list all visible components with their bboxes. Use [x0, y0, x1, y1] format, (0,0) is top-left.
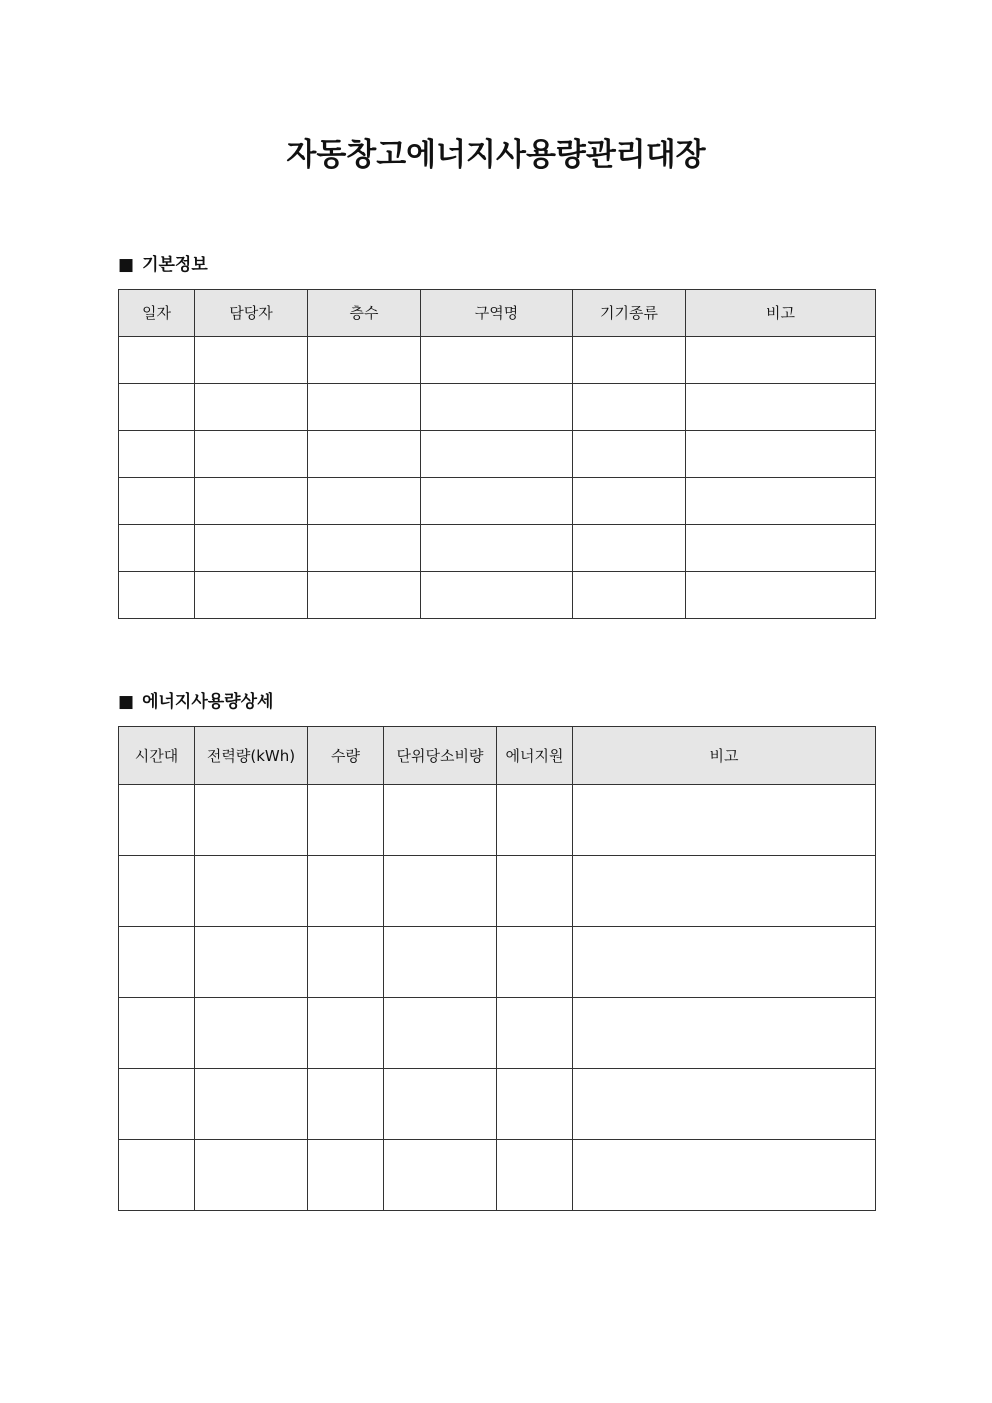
energy-detail-table-body — [119, 785, 876, 1211]
table-row — [119, 525, 876, 572]
table-cell[interactable] — [384, 1069, 497, 1140]
table-row — [119, 927, 876, 998]
table-cell[interactable] — [421, 525, 573, 572]
table-cell[interactable] — [686, 525, 876, 572]
column-header-device-type: 기기종류 — [573, 290, 686, 337]
column-header-time-slot: 시간대 — [119, 727, 195, 785]
table-cell[interactable] — [195, 478, 308, 525]
table-row — [119, 785, 876, 856]
table-cell[interactable] — [119, 384, 195, 431]
section-heading-label: 기본정보 — [142, 255, 208, 275]
table-cell[interactable] — [686, 431, 876, 478]
table-cell[interactable] — [573, 337, 686, 384]
table-cell[interactable] — [573, 478, 686, 525]
table-cell[interactable] — [384, 998, 497, 1069]
column-header-energy-source: 에너지원 — [497, 727, 573, 785]
column-header-floor: 층수 — [308, 290, 421, 337]
table-row — [119, 337, 876, 384]
table-cell[interactable] — [686, 478, 876, 525]
table-row — [119, 1140, 876, 1211]
column-header-unit-consumption: 단위당소비량 — [384, 727, 497, 785]
table-cell[interactable] — [308, 927, 384, 998]
table-cell[interactable] — [573, 431, 686, 478]
table-cell[interactable] — [421, 478, 573, 525]
table-cell[interactable] — [497, 998, 573, 1069]
table-cell[interactable] — [119, 998, 195, 1069]
table-cell[interactable] — [119, 431, 195, 478]
table-cell[interactable] — [308, 1140, 384, 1211]
table-cell[interactable] — [195, 384, 308, 431]
table-cell[interactable] — [573, 384, 686, 431]
square-bullet-icon: ■ — [118, 255, 135, 275]
table-cell[interactable] — [195, 998, 308, 1069]
table-cell[interactable] — [573, 927, 876, 998]
square-bullet-icon: ■ — [118, 692, 135, 712]
table-cell[interactable] — [573, 856, 876, 927]
table-cell[interactable] — [195, 525, 308, 572]
table-cell[interactable] — [195, 337, 308, 384]
table-header-row — [119, 290, 876, 337]
table-cell[interactable] — [119, 1140, 195, 1211]
table-cell[interactable] — [308, 431, 421, 478]
table-cell[interactable] — [573, 525, 686, 572]
table-cell[interactable] — [308, 998, 384, 1069]
table-cell[interactable] — [421, 572, 573, 619]
table-cell[interactable] — [195, 1140, 308, 1211]
column-header-power-kwh: 전력량(kWh) — [195, 727, 308, 785]
table-cell[interactable] — [119, 785, 195, 856]
table-row — [119, 572, 876, 619]
table-cell[interactable] — [119, 337, 195, 384]
table-cell[interactable] — [119, 856, 195, 927]
table-row — [119, 478, 876, 525]
table-cell[interactable] — [384, 785, 497, 856]
table-cell[interactable] — [686, 337, 876, 384]
column-header-quantity: 수량 — [308, 727, 384, 785]
table-cell[interactable] — [308, 384, 421, 431]
table-cell[interactable] — [497, 1069, 573, 1140]
table-row — [119, 998, 876, 1069]
table-cell[interactable] — [308, 525, 421, 572]
table-cell[interactable] — [308, 572, 421, 619]
table-cell[interactable] — [421, 337, 573, 384]
table-cell[interactable] — [497, 1140, 573, 1211]
section-heading-label: 에너지사용량상세 — [142, 692, 274, 712]
table-cell[interactable] — [195, 1069, 308, 1140]
column-header-manager: 담당자 — [195, 290, 308, 337]
table-cell[interactable] — [195, 856, 308, 927]
column-header-date: 일자 — [119, 290, 195, 337]
table-cell[interactable] — [573, 1140, 876, 1211]
table-cell[interactable] — [308, 337, 421, 384]
table-row — [119, 856, 876, 927]
table-cell[interactable] — [308, 478, 421, 525]
section-heading-energy-detail — [118, 689, 273, 715]
table-cell[interactable] — [119, 572, 195, 619]
table-cell[interactable] — [308, 1069, 384, 1140]
table-cell[interactable] — [421, 384, 573, 431]
table-cell[interactable] — [686, 384, 876, 431]
table-cell[interactable] — [573, 1069, 876, 1140]
table-header-row — [119, 727, 876, 785]
table-cell[interactable] — [497, 927, 573, 998]
table-cell[interactable] — [308, 785, 384, 856]
table-cell[interactable] — [195, 572, 308, 619]
table-cell[interactable] — [497, 856, 573, 927]
table-cell[interactable] — [384, 1140, 497, 1211]
table-row — [119, 431, 876, 478]
table-cell[interactable] — [195, 785, 308, 856]
table-cell[interactable] — [308, 856, 384, 927]
table-cell[interactable] — [573, 998, 876, 1069]
table-cell[interactable] — [573, 785, 876, 856]
table-cell[interactable] — [119, 927, 195, 998]
table-row — [119, 1069, 876, 1140]
section-heading-basic-info — [118, 252, 208, 278]
table-cell[interactable] — [195, 431, 308, 478]
table-cell[interactable] — [384, 927, 497, 998]
table-cell[interactable] — [421, 431, 573, 478]
energy-detail-table — [118, 726, 876, 1211]
column-header-remarks: 비고 — [573, 727, 876, 785]
document-title: 자동창고에너지사용량관리대장 — [286, 137, 706, 173]
table-cell[interactable] — [119, 478, 195, 525]
table-cell[interactable] — [384, 856, 497, 927]
table-row — [119, 384, 876, 431]
column-header-zone-name: 구역명 — [421, 290, 573, 337]
table-cell[interactable] — [119, 1069, 195, 1140]
basic-info-table — [118, 289, 876, 619]
table-cell[interactable] — [573, 572, 686, 619]
table-cell[interactable] — [686, 572, 876, 619]
table-cell[interactable] — [119, 525, 195, 572]
column-header-remarks: 비고 — [686, 290, 876, 337]
table-cell[interactable] — [195, 927, 308, 998]
basic-info-table-body — [119, 337, 876, 619]
table-cell[interactable] — [497, 785, 573, 856]
